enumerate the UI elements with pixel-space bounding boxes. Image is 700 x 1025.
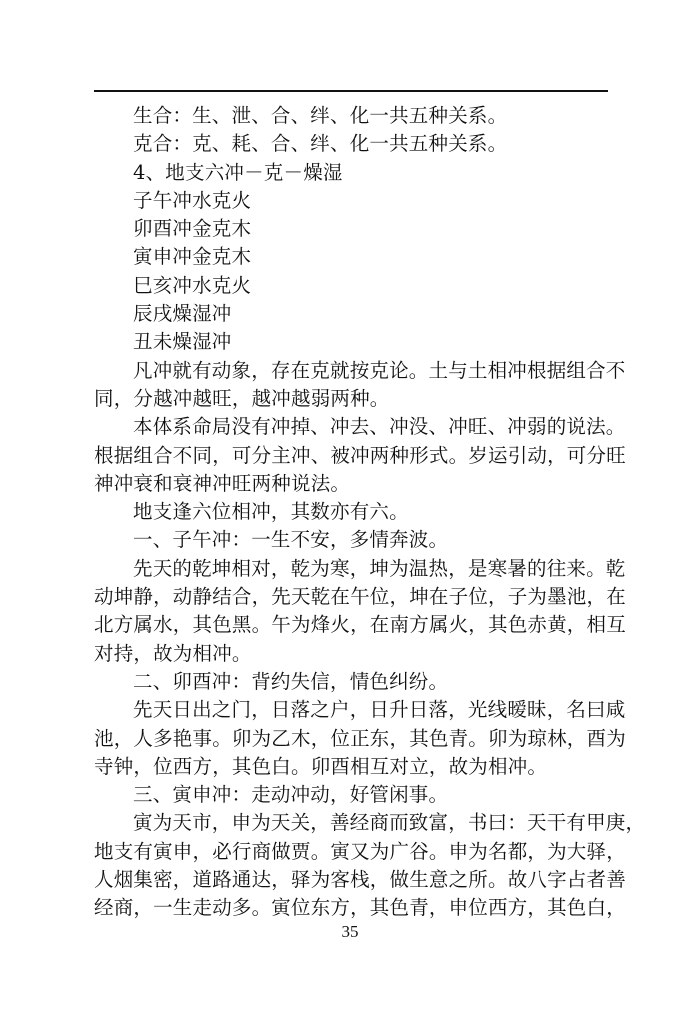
- text-line: 丑未燥湿冲: [133, 330, 232, 354]
- text-line: 寅申冲金克木: [133, 245, 252, 269]
- text-line: 对持，故为相冲。: [94, 641, 252, 665]
- text-line: 动坤静，动静结合，先天乾在午位，坤在子位，子为墨池，在: [94, 585, 626, 609]
- text-line: 根据组合不同，可分主冲、被冲两种形式。岁运引动，可分旺: [94, 443, 626, 467]
- text-line: 寅为天市，申为天关，善经商而致富，书曰：天干有甲庚，: [133, 811, 646, 835]
- text-line: 克合：克、耗、合、绊、化一共五种关系。: [133, 132, 508, 156]
- page-body: [94, 102, 646, 923]
- text-line: 同，分越冲越旺，越冲越弱两种。: [94, 386, 390, 410]
- subsection-heading: 二、卯酉冲：背约失信，情色纠纷。: [133, 669, 449, 693]
- page-number: 35: [341, 922, 359, 941]
- text-line: 巳亥冲水克火: [133, 273, 252, 297]
- text-line: 经商，一生走动多。寅位东方，其色青，申位西方，其色白，: [94, 896, 626, 920]
- text-line: 卯酉冲金克木: [133, 217, 252, 241]
- text-line: 人烟集密，道路通达，驿为客栈，做生意之所。故八字占者善: [94, 868, 626, 892]
- text-line: 先天的乾坤相对，乾为寒，坤为温热，是寒暑的往来。乾: [133, 556, 626, 580]
- text-line: 地支有寅申，必行商做贾。寅又为广谷。申为名都，为大驿，: [94, 839, 626, 863]
- text-line: 辰戌燥湿冲: [133, 302, 232, 326]
- subsection-heading: 三、寅申冲：走动冲动，好管闲事。: [133, 783, 449, 807]
- section-heading: 4、地支六冲－克－燥湿: [133, 160, 343, 184]
- text-line: 寺钟，位西方，其色白。卯酉相互对立，故为相冲。: [94, 754, 548, 778]
- text-line: 池，人多艳事。卯为乙木，位正东，其色青。卯为琼林，酉为: [94, 726, 626, 750]
- text-line: 生合：生、泄、合、绊、化一共五种关系。: [133, 104, 508, 127]
- text-line: 神冲衰和衰神冲旺两种说法。: [94, 471, 351, 495]
- text-line: 地支逢六位相冲，其数亦有六。: [133, 500, 409, 524]
- text-line: 先天日出之门，日落之户，日升日落，光线暧昧，名曰咸: [133, 698, 626, 722]
- text-line: 子午冲水克火: [133, 188, 252, 212]
- subsection-heading: 一、子午冲：一生不安，多情奔波。: [133, 528, 449, 552]
- header-rule: [94, 90, 608, 92]
- text-line: 凡冲就有动象，存在克就按克论。土与土相冲根据组合不: [133, 358, 626, 382]
- text-line: 本体系命局没有冲掉、冲去、冲没、冲旺、冲弱的说法。: [133, 415, 626, 439]
- text-line: 北方属水，其色黑。午为烽火，在南方属火，其色赤黄，相互: [94, 613, 626, 637]
